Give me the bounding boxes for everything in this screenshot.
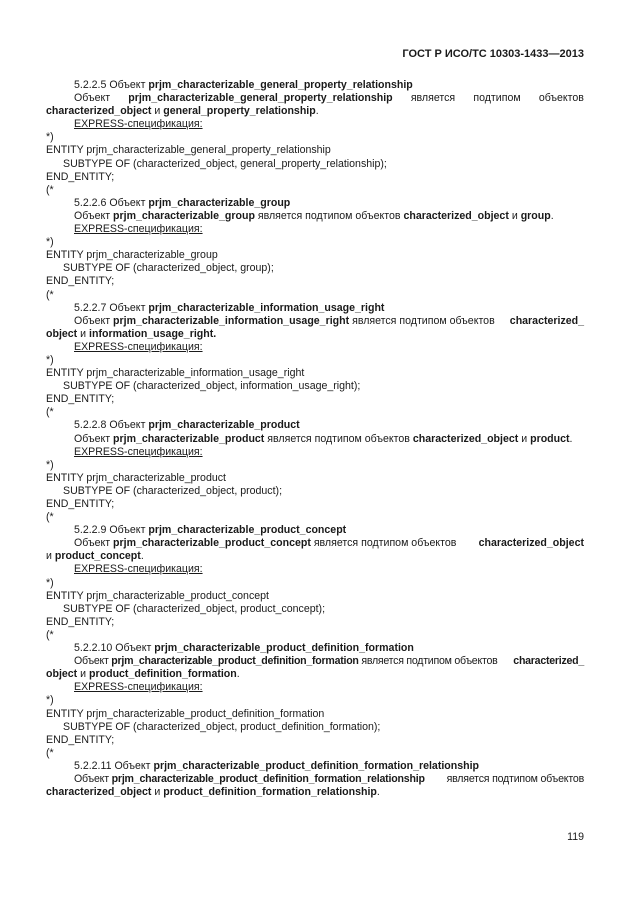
subtype-declaration: SUBTYPE OF (characterized_object, general_property_relationship);: [63, 157, 387, 170]
subtype-declaration: SUBTYPE OF (characterized_object, group);: [63, 262, 274, 275]
section-heading: 5.2.2.11 Объект prjm_characterizable_product_definition_formation_relationship: [74, 759, 480, 772]
comment-close: *): [46, 236, 54, 249]
section-description: Объект prjm_characterizable_general_property_relationship является подтипом объектов: [74, 92, 584, 105]
comment-open: (*: [46, 746, 54, 759]
entity-declaration: ENTITY prjm_characterizable_general_property_relationship: [46, 144, 331, 157]
comment-open: (*: [46, 183, 54, 196]
express-spec-label: EXPRESS-спецификация:: [74, 681, 203, 694]
express-spec-label: EXPRESS-спецификация:: [74, 340, 203, 353]
comment-open: (*: [46, 628, 54, 641]
section-heading: 5.2.2.10 Объект prjm_characterizable_product_definition_formation: [74, 642, 414, 655]
section-heading: 5.2.2.5 Объект prjm_characterizable_general_property_relationship: [74, 79, 413, 91]
section-description: Объект prjm_characterizable_group является подтипом объектов characterized_object и group.: [74, 209, 554, 222]
subtype-declaration: SUBTYPE OF (characterized_object, information_usage_right);: [63, 380, 361, 393]
entity-name: prjm_characterizable_product_definition_formation_relationship: [153, 759, 480, 772]
standard-header: ГОСТ Р ИСО/ТС 10303-1433—2013: [402, 48, 584, 60]
page-number: 119: [567, 831, 584, 843]
comment-open: (*: [46, 406, 54, 419]
section-heading: 5.2.2.7 Объект prjm_characterizable_information_usage_right: [74, 301, 385, 314]
entity-declaration: ENTITY prjm_characterizable_group: [46, 249, 218, 262]
section-heading: 5.2.2.8 Объект prjm_characterizable_product: [74, 419, 300, 432]
subtype-declaration: SUBTYPE OF (characterized_object, product_concept);: [63, 602, 326, 615]
section-description-cont: и product_concept.: [46, 550, 144, 563]
subtype-declaration: SUBTYPE OF (characterized_object, product_definition_formation);: [63, 720, 381, 733]
section-description-cont: characterized_object и general_property_relationship.: [46, 105, 319, 118]
express-spec-label: EXPRESS-спецификация:: [74, 445, 203, 458]
entity-declaration: ENTITY prjm_characterizable_product: [46, 471, 226, 484]
express-spec-label: EXPRESS-спецификация:: [74, 223, 203, 236]
section-description: Объект prjm_characterizable_product_definition_formation_relationship является подтипом объектов: [74, 772, 584, 785]
section-heading: 5.2.2.9 Объект prjm_characterizable_product_concept: [74, 524, 347, 537]
section-description: Объект prjm_characterizable_product является подтипом объектов characterized_object и product.: [74, 432, 573, 445]
end-entity: END_ENTITY;: [46, 393, 115, 406]
end-entity: END_ENTITY;: [46, 615, 115, 628]
comment-close: *): [46, 458, 54, 471]
section-description: Объект prjm_characterizable_product_definition_formation является подтипом объектов characterized_: [74, 655, 584, 668]
end-entity: END_ENTITY;: [46, 733, 115, 746]
express-spec-label: EXPRESS-спецификация:: [74, 118, 203, 131]
document-body: [46, 79, 584, 799]
comment-close: *): [46, 353, 54, 366]
entity-name: prjm_characterizable_product_concept: [148, 524, 347, 537]
entity-declaration: ENTITY prjm_characterizable_information_usage_right: [46, 367, 305, 380]
end-entity: END_ENTITY;: [46, 275, 115, 288]
section-description-cont: object и information_usage_right.: [46, 327, 217, 340]
express-spec-label: EXPRESS-спецификация:: [74, 563, 203, 576]
comment-close: *): [46, 131, 54, 144]
entity-name: prjm_characterizable_group: [148, 196, 291, 209]
section-description: Объект prjm_characterizable_product_concept является подтипом объектов characterized_object: [74, 537, 584, 550]
comment-open: (*: [46, 511, 54, 524]
comment-close: *): [46, 576, 54, 589]
entity-name: prjm_characterizable_product: [148, 419, 300, 432]
subtype-declaration: SUBTYPE OF (characterized_object, product);: [63, 484, 283, 497]
entity-name: prjm_characterizable_product_definition_formation: [154, 642, 414, 655]
entity-name: prjm_characterizable_information_usage_right: [148, 301, 385, 314]
entity-declaration: ENTITY prjm_characterizable_product_definition_formation: [46, 707, 325, 720]
entity-name: prjm_characterizable_general_property_relationship: [148, 79, 413, 91]
end-entity: END_ENTITY;: [46, 498, 115, 510]
comment-open: (*: [46, 288, 54, 301]
comment-close: *): [46, 694, 54, 707]
section-description-cont: object и product_definition_formation.: [46, 668, 240, 681]
end-entity: END_ENTITY;: [46, 170, 115, 183]
section-description-cont: characterized_object и product_definition_formation_relationship.: [46, 786, 380, 799]
section-heading: 5.2.2.6 Объект prjm_characterizable_group: [74, 196, 291, 209]
entity-declaration: ENTITY prjm_characterizable_product_concept: [46, 589, 269, 602]
section-description: Объект prjm_characterizable_information_usage_right является подтипом объектов characterized_: [74, 314, 584, 327]
